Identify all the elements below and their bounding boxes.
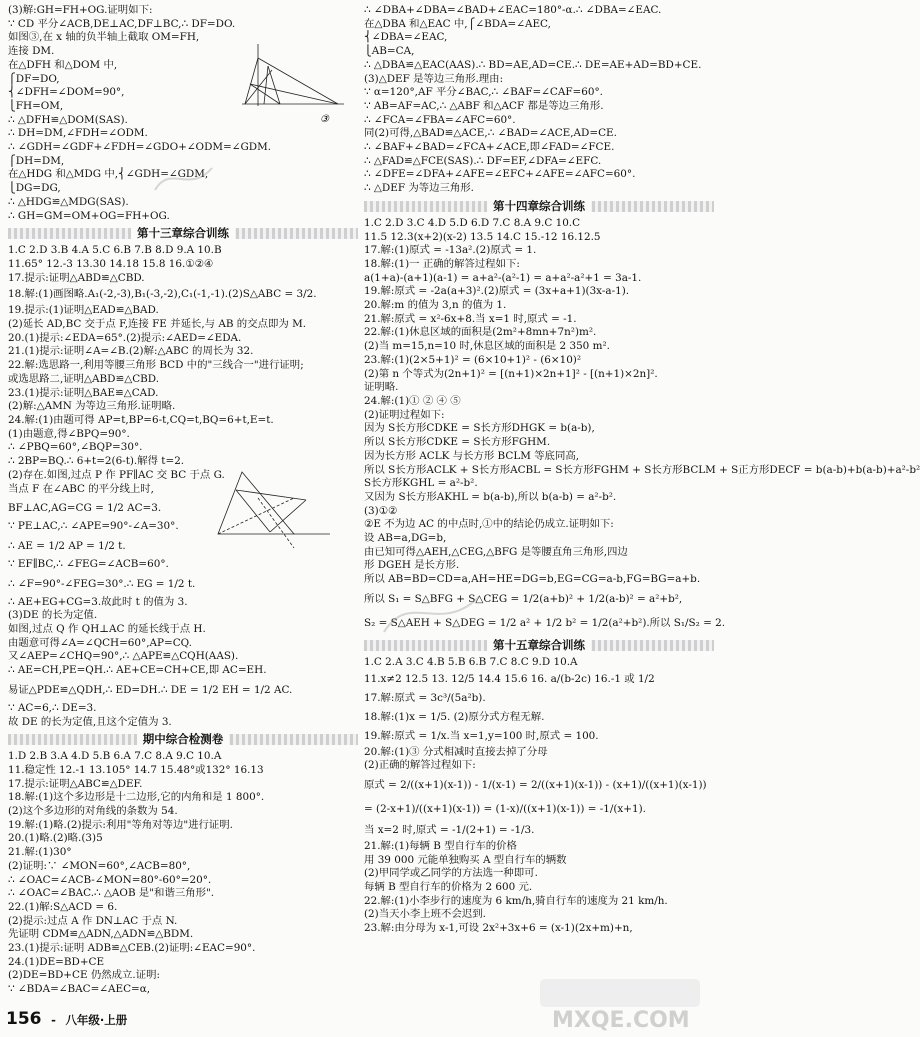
section-heading-text: 第十四章综合训练 (487, 199, 591, 213)
answer-line: (2)当天小李上班不会迟到. (364, 908, 486, 921)
answer-line: (3)DE 的长为定值. (8, 609, 98, 622)
answer-line: 易证△PDE≌△QDH,∴ ED=DH.∴ DE = 1/2 EH = 1/2 AC. (8, 683, 293, 696)
answer-line: 在△DFH 和△DOM 中, (8, 58, 118, 71)
right-column (364, 4, 920, 936)
answer-line: 22.解:(1)休息区域的面积是(2m²+8mn+7n²)m². (364, 326, 597, 339)
answer-line: 证明略. (364, 381, 399, 394)
answer-line: 故 DE 的长为定值,且这个定值为 3. (8, 715, 172, 728)
answer-line: (2)证明:∵ ∠MON=60°,∠ACB=80°, (8, 859, 191, 872)
section-heading (364, 198, 714, 215)
answer-line: = (2-x+1)/((x+1)(x-1)) = (1-x)/((x+1)(x-1)) = -1/(x+1). (364, 802, 646, 815)
answer-line: 又因为 S长方形AKHL = b(a-b),所以 b(a-b) = a²-b². (364, 490, 617, 503)
answer-line: 24.解:(1)由题可得 AP=t,BP=6-t,CQ=t,BQ=6+t,E=t. (8, 413, 274, 426)
figure-24-diagram (210, 468, 340, 558)
answer-line: 20.(1)略.(2)略.(3)5 (8, 832, 103, 845)
answer-line: (3)解:GH=FH+OG.证明如下: (8, 4, 153, 16)
answer-line: 所以 S长方形ACLK + S长方形ACBL = S长方形FGHM + S长方形BCLM + S正方形DECF = b(a-b)+b(a-b)+a²-b² (364, 463, 920, 476)
answer-line: 在△DBA 和△EAC 中,⎧∠BDA=∠AEC, (364, 17, 551, 30)
grade-label: 八年级·上册 (65, 1013, 128, 1027)
answer-line: ⎨∠DBA=∠EAC, (364, 31, 448, 44)
answer-line: ∵ AC=6,∴ DE=3. (8, 701, 97, 714)
page-number: 156 (6, 1009, 42, 1029)
answer-line: 11.x≠2 12.5 13. 12/5 14.4 15.6 16. a/(b-2c) 16.-1 或 1/2 (364, 672, 655, 685)
answer-line: ∴ ∠FCA=∠FBA=∠AFC=60°. (364, 113, 516, 126)
answer-line: ∴ △DEF 为等边三角形. (364, 182, 474, 195)
answer-line: (2)当 m=15,n=10 时,休息区域的面积是 2 350 m². (364, 340, 610, 353)
answer-line: 如图,过点 Q 作 QH⊥AC 的延长线于点 H. (8, 623, 206, 636)
answer-line: ∴ ∠OAC=∠BAC.∴ △AOB 是"和谐三角形". (8, 887, 215, 900)
answer-line: 11.65° 12.-3 13.30 14.18 15.8 16.①②④ (8, 257, 214, 270)
answer-line: ⎩AB=CA, (364, 45, 415, 58)
answer-line: ∵ AB=AF=AC,∴ △ABF 和△ACF 都是等边三角形. (364, 99, 604, 112)
answer-line: ∵ α=120°,AF 平分∠BAC,∴ ∠BAF=∠CAF=60°. (364, 86, 603, 99)
answer-line: 17.解:原式 = 3c³/(5a²b). (364, 691, 486, 704)
answer-line: 21.解:(1)30° (8, 846, 72, 859)
answer-line: ∴ DH=DM,∠FDH=∠ODM. (8, 127, 148, 140)
section-heading-text: 第十五章综合训练 (487, 638, 591, 652)
answer-line: 18.解:(1)x = 1/5. (2)原分式方程无解. (364, 710, 545, 723)
section-heading (8, 731, 358, 748)
answer-line: S₂ = S△AEH + S△DEG = 1/2 a² + 1/2 b² = 1/2(a²+b²).所以 S₁/S₂ = 2. (364, 616, 726, 629)
answer-line: 先证明 CDM≌△ADN,△ADN≌△BDM. (8, 928, 194, 941)
answer-line: 因为长方形 ACLK 与长方形 BCLM 等底同高, (364, 449, 580, 462)
figure-3-diagram (240, 42, 352, 126)
answer-line: 23.解:由分母为 x-1,可设 2x²+3x+6 = (x-1)(2x+m)+n, (364, 922, 633, 935)
answer-line: 11.5 12.3(x+2)(x-2) 13.5 14.C 15.-12 16.12.5 (364, 230, 601, 243)
answer-line: 1.C 2.A 3.C 4.B 5.B 6.B 7.C 8.C 9.D 10.A (364, 655, 578, 668)
answer-line: 24.解:(1)① ② ④ ⑤ (364, 394, 461, 407)
answer-line: ∴ △DBA≌△EAC(AAS).∴ BD=AE,AD=CE.∴ DE=AE+AD=BD+CE. (364, 58, 702, 71)
answer-line: ∵ ∠BDA=∠BAC=∠AEC=α, (8, 983, 151, 996)
answer-line: ⎩FH=OM, (8, 99, 64, 112)
answer-line: 17.解:(1)原式 = -13a².(2)原式 = 1. (364, 244, 537, 257)
answer-line: 或选思路二,证明△ABD≌△CBD. (8, 372, 160, 385)
answer-line: 当 x=2 时,原式 = -1/(2+1) = -1/3. (364, 823, 535, 836)
answer-line: ∴ △HDG≌△MDG(SAS). (8, 195, 129, 208)
answer-line: 20.解:m 的值为 3,n 的值为 1. (364, 299, 507, 312)
answer-line: (2)延长 AD,BC 交于点 F,连接 FE 并延长,与 AB 的交点即为 M. (8, 318, 307, 331)
answer-line: 11.稳定性 12.-1 13.105° 14.7 15.48°或132° 16.13 (8, 763, 264, 776)
answer-line: ∴ ∠DBA+∠DBA=∠BAD+∠EAC=180°-α.∴ ∠DBA=∠EAC. (364, 4, 662, 16)
answer-line: 1.C 2.D 3.B 4.A 5.C 6.B 7.B 8.D 9.A 10.B (8, 244, 222, 257)
answer-line: ∴ ∠F=90°-∠FEG=30°.∴ EG = 1/2 t. (8, 577, 196, 590)
answer-line: ②E 不为边 AC 的中点时,①中的结论仍成立.证明如下: (364, 518, 614, 531)
page-footer (6, 1009, 127, 1029)
answer-line: ∴ △DFH≌△DOM(SAS). (8, 113, 128, 126)
answer-line: 设 AB=a,DG=b, (364, 532, 447, 545)
answer-line: ∴ ∠GDH=∠GDF+∠FDH=∠GDO+∠ODM=∠GDM. (8, 141, 272, 154)
answer-line: (2)证明过程如下: (364, 408, 445, 421)
answer-line: 19.解:原式 = 1/x.当 x=1,y=100 时,原式 = 100. (364, 729, 599, 742)
answer-line: ⎧DH=DM, (8, 154, 65, 167)
answer-line: ∴ △FAD≌△FCE(SAS).∴ DF=EF,∠DFA=∠EFC. (364, 154, 602, 167)
answer-line: 1.C 2.D 3.C 4.D 5.D 6.D 7.C 8.A 9.C 10.C (364, 216, 581, 229)
answer-line: 24.(1)DE=BD+CE (8, 955, 105, 968)
answer-line: a(1+a)-(a+1)(a-1) = a+a²-(a²-1) = a+a²-a²+1 = 3a-1. (364, 271, 642, 284)
answer-line: ∵ PE⊥AC,∴ ∠APE=90°-∠A=30°. (8, 520, 179, 533)
answer-line: (2)存在.如图,过点 P 作 PF∥AC 交 BC 于点 G. (8, 468, 225, 481)
scribble-stamp (150, 162, 220, 196)
answer-line: (2)甲同学或乙同学的方法选一种即可. (364, 867, 538, 880)
answer-line: ∴ AE+EG+CG=3.故此时 t 的值为 3. (8, 595, 188, 608)
answer-line: ∵ CD 平分∠ACB,DE⊥AC,DF⊥BC,∴ DF=DO. (8, 17, 236, 30)
answer-line: 18.解:(1)画图略.A₁(-2,-3),B₁(-3,-2),C₁(-1,-1).(2)S△ABC = 3/2. (8, 288, 317, 301)
answer-line: 21.解:(1)每辆 B 型自行车的价格 (364, 839, 517, 852)
answer-line: 22.解:(1)小李步行的速度为 6 km/h,骑自行车的速度为 21 km/h. (364, 894, 668, 907)
answer-line: (3)△DEF 是等边三角形.理由: (364, 72, 504, 85)
answer-line: ⎩DG=DG, (8, 182, 61, 195)
answer-line: ∴ 2BP=BQ.∴ 6+t=2(6-t).解得 t=2. (8, 455, 185, 468)
answer-line: ∵ EF∥BC,∴ ∠FEG=∠ACB=60°. (8, 557, 169, 570)
answer-line: 23.(1)提示:证明△BAE≌△CAD. (8, 386, 159, 399)
answer-line: (2)提示:过点 A 作 DN⊥AC 于点 N. (8, 914, 178, 927)
answer-line: ∴ ∠DFE=∠DFA+∠AFE=∠EFC+∠AFE=∠AFC=60°. (364, 168, 636, 181)
answer-line: 又∠AEP=∠CHQ=90°,∴ △APE≌△CQH(AAS). (8, 650, 239, 663)
answer-line: (2)解:△AMN 为等边三角形.证明略. (8, 400, 176, 413)
answer-line: 19.解:原式 = -2a(a+3)².(2)原式 = (3x+a+1)(3x-a-1). (364, 285, 630, 298)
answer-line: 21.(1)提示:证明∠A=∠B.(2)解:△ABC 的周长为 32. (8, 345, 254, 358)
answer-line: 如图③,在 x 轴的负半轴上截取 OM=FH, (8, 31, 200, 44)
answer-line: (2)DE=BD+CE 仍然成立.证明: (8, 969, 160, 982)
scribble-stamp (380, 588, 490, 638)
answer-line: ∴ GH=GM=OM+OG=FH+OG. (8, 209, 170, 222)
answer-line: 21.解:原式 = x²-6x+8.当 x=1 时,原式 = -1. (364, 312, 577, 325)
answer-line: 17.提示:证明△ABC≌△DEF. (8, 777, 143, 790)
answer-line: 由已知可得△AEH,△CEG,△BFG 是等腰直角三角形,四边 (364, 545, 628, 558)
answer-line: 22.(1)解:S△ACD = 6. (8, 900, 118, 913)
answer-line: 原式 = 2/((x+1)(x-1)) - 1/(x-1) = 2/((x+1)(x-1)) - (x+1)/((x+1)(x-1)) (364, 778, 707, 791)
answer-line: 23.(1)提示:证明 ADB≌△CEB.(2)证明:∠EAC=90°. (8, 942, 256, 955)
answer-line: 因为 S长方形CDKE = S长方形DHGK = b(a-b), (364, 422, 595, 435)
answer-line: 19.提示:(1)证明△EAD≌△BAD. (8, 304, 159, 317)
section-heading (364, 637, 714, 654)
answer-line: ∴ ∠PBQ=60°,∠BQP=30°. (8, 441, 143, 454)
section-heading (8, 225, 358, 242)
answer-line: 18.解:(1)这个多边形是十二边形,它的内角和是 1 800°. (8, 791, 265, 804)
answer-line: ∴ AE=CH,PE=QH.∴ AE+CE=CH+CE,即 AC=EH. (8, 664, 267, 677)
answer-line: 连接 DM. (8, 45, 55, 58)
section-heading-text: 期中综合检测卷 (137, 732, 230, 746)
answer-line: 形 DGEH 是长方形. (364, 559, 460, 572)
answer-line: 22.解:选思路一,利用等腰三角形 BCD 中的"三线合一"进行证明; (8, 359, 304, 372)
answer-line: 18.解:(1)一 正确的解答过程如下: (364, 257, 520, 270)
answer-line: 所以 AB=BD=CD=a,AH=HE=DG=b,EG=CG=a-b,FG=BG=a+b. (364, 573, 701, 586)
answer-line: ⎨∠DFH=∠DOM=90°, (8, 86, 125, 99)
answer-line: 用 39 000 元能单独购买 A 型自行车的辆数 (364, 853, 567, 866)
answer-line: 当点 F 在∠ABC 的平分线上时, (8, 482, 154, 495)
answer-line: (3)①② (364, 504, 398, 517)
answer-line: 20.(1)提示:∠EDA=65°.(2)提示:∠AED=∠EDA. (8, 331, 242, 344)
answer-line: (2)正确的解答过程如下: (364, 759, 476, 772)
answer-line: ∴ AE = 1/2 AP = 1/2 t. (8, 539, 126, 552)
answer-line: 23.解:(1)(2×5+1)² = (6×10+1)² - (6×10)² (364, 353, 582, 366)
answer-line: (1)由题意,得∠BPQ=90°. (8, 427, 130, 440)
answer-line: BF⊥AC,AG=CG = 1/2 AC=3. (8, 502, 162, 515)
answer-line: ∴ ∠OAC=∠ACB-∠MON=80°-60°=20°. (8, 873, 212, 886)
page-dash: - (51, 1013, 56, 1027)
answer-line: 20.解:(1)③ 分式相减时直接去掉了分母 (364, 745, 548, 758)
answer-line: 每辆 B 型自行车的价格为 2 600 元. (364, 881, 533, 894)
answer-line: 19.解:(1)略.(2)提示:利用"等角对等边"进行证明. (8, 818, 233, 831)
answer-line: ∴ ∠BAF+∠BAD=∠FCA+∠ACE,即∠FAD=∠FCE. (364, 141, 615, 154)
answer-line: 17.提示:证明△ABD≌△CBD. (8, 271, 145, 284)
watermark-logo (532, 977, 714, 1033)
answer-line: (2)这个多边形的对角线的条数为 54. (8, 805, 178, 818)
answer-line: ⎧DF=DO, (8, 72, 60, 85)
answer-line: 由题意可得∠A=∠QCH=60°,AP=CQ. (8, 636, 192, 649)
answer-line: 同(2)可得,△BAD≌△ACE,∴ ∠BAD=∠ACE,AD=CE. (364, 127, 617, 140)
answer-line: 1.D 2.B 3.A 4.D 5.B 6.A 7.C 8.A 9.C 10.A (8, 750, 222, 763)
answer-line: S长方形KGHL = a²-b². (364, 477, 478, 490)
answer-line: (2)第 n 个等式为(2n+1)² = [(n+1)×2n+1]² - [(n+1)×2n]². (364, 367, 658, 380)
answer-line: 所以 S₁ = S△BFG + S△CEG = 1/2(a+b)² + 1/2(a-b)² = a²+b², (364, 592, 683, 605)
answer-line: 在△HDG 和△MDG 中,⎨∠GDH=∠GDM, (8, 168, 209, 181)
answer-line: 所以 S长方形CDKE = S长方形FGHM. (364, 436, 551, 449)
section-heading-text: 第十三章综合训练 (131, 226, 235, 240)
watermark-text: MXQE.COM (552, 1008, 690, 1033)
fig3-label: ③ (320, 114, 329, 125)
